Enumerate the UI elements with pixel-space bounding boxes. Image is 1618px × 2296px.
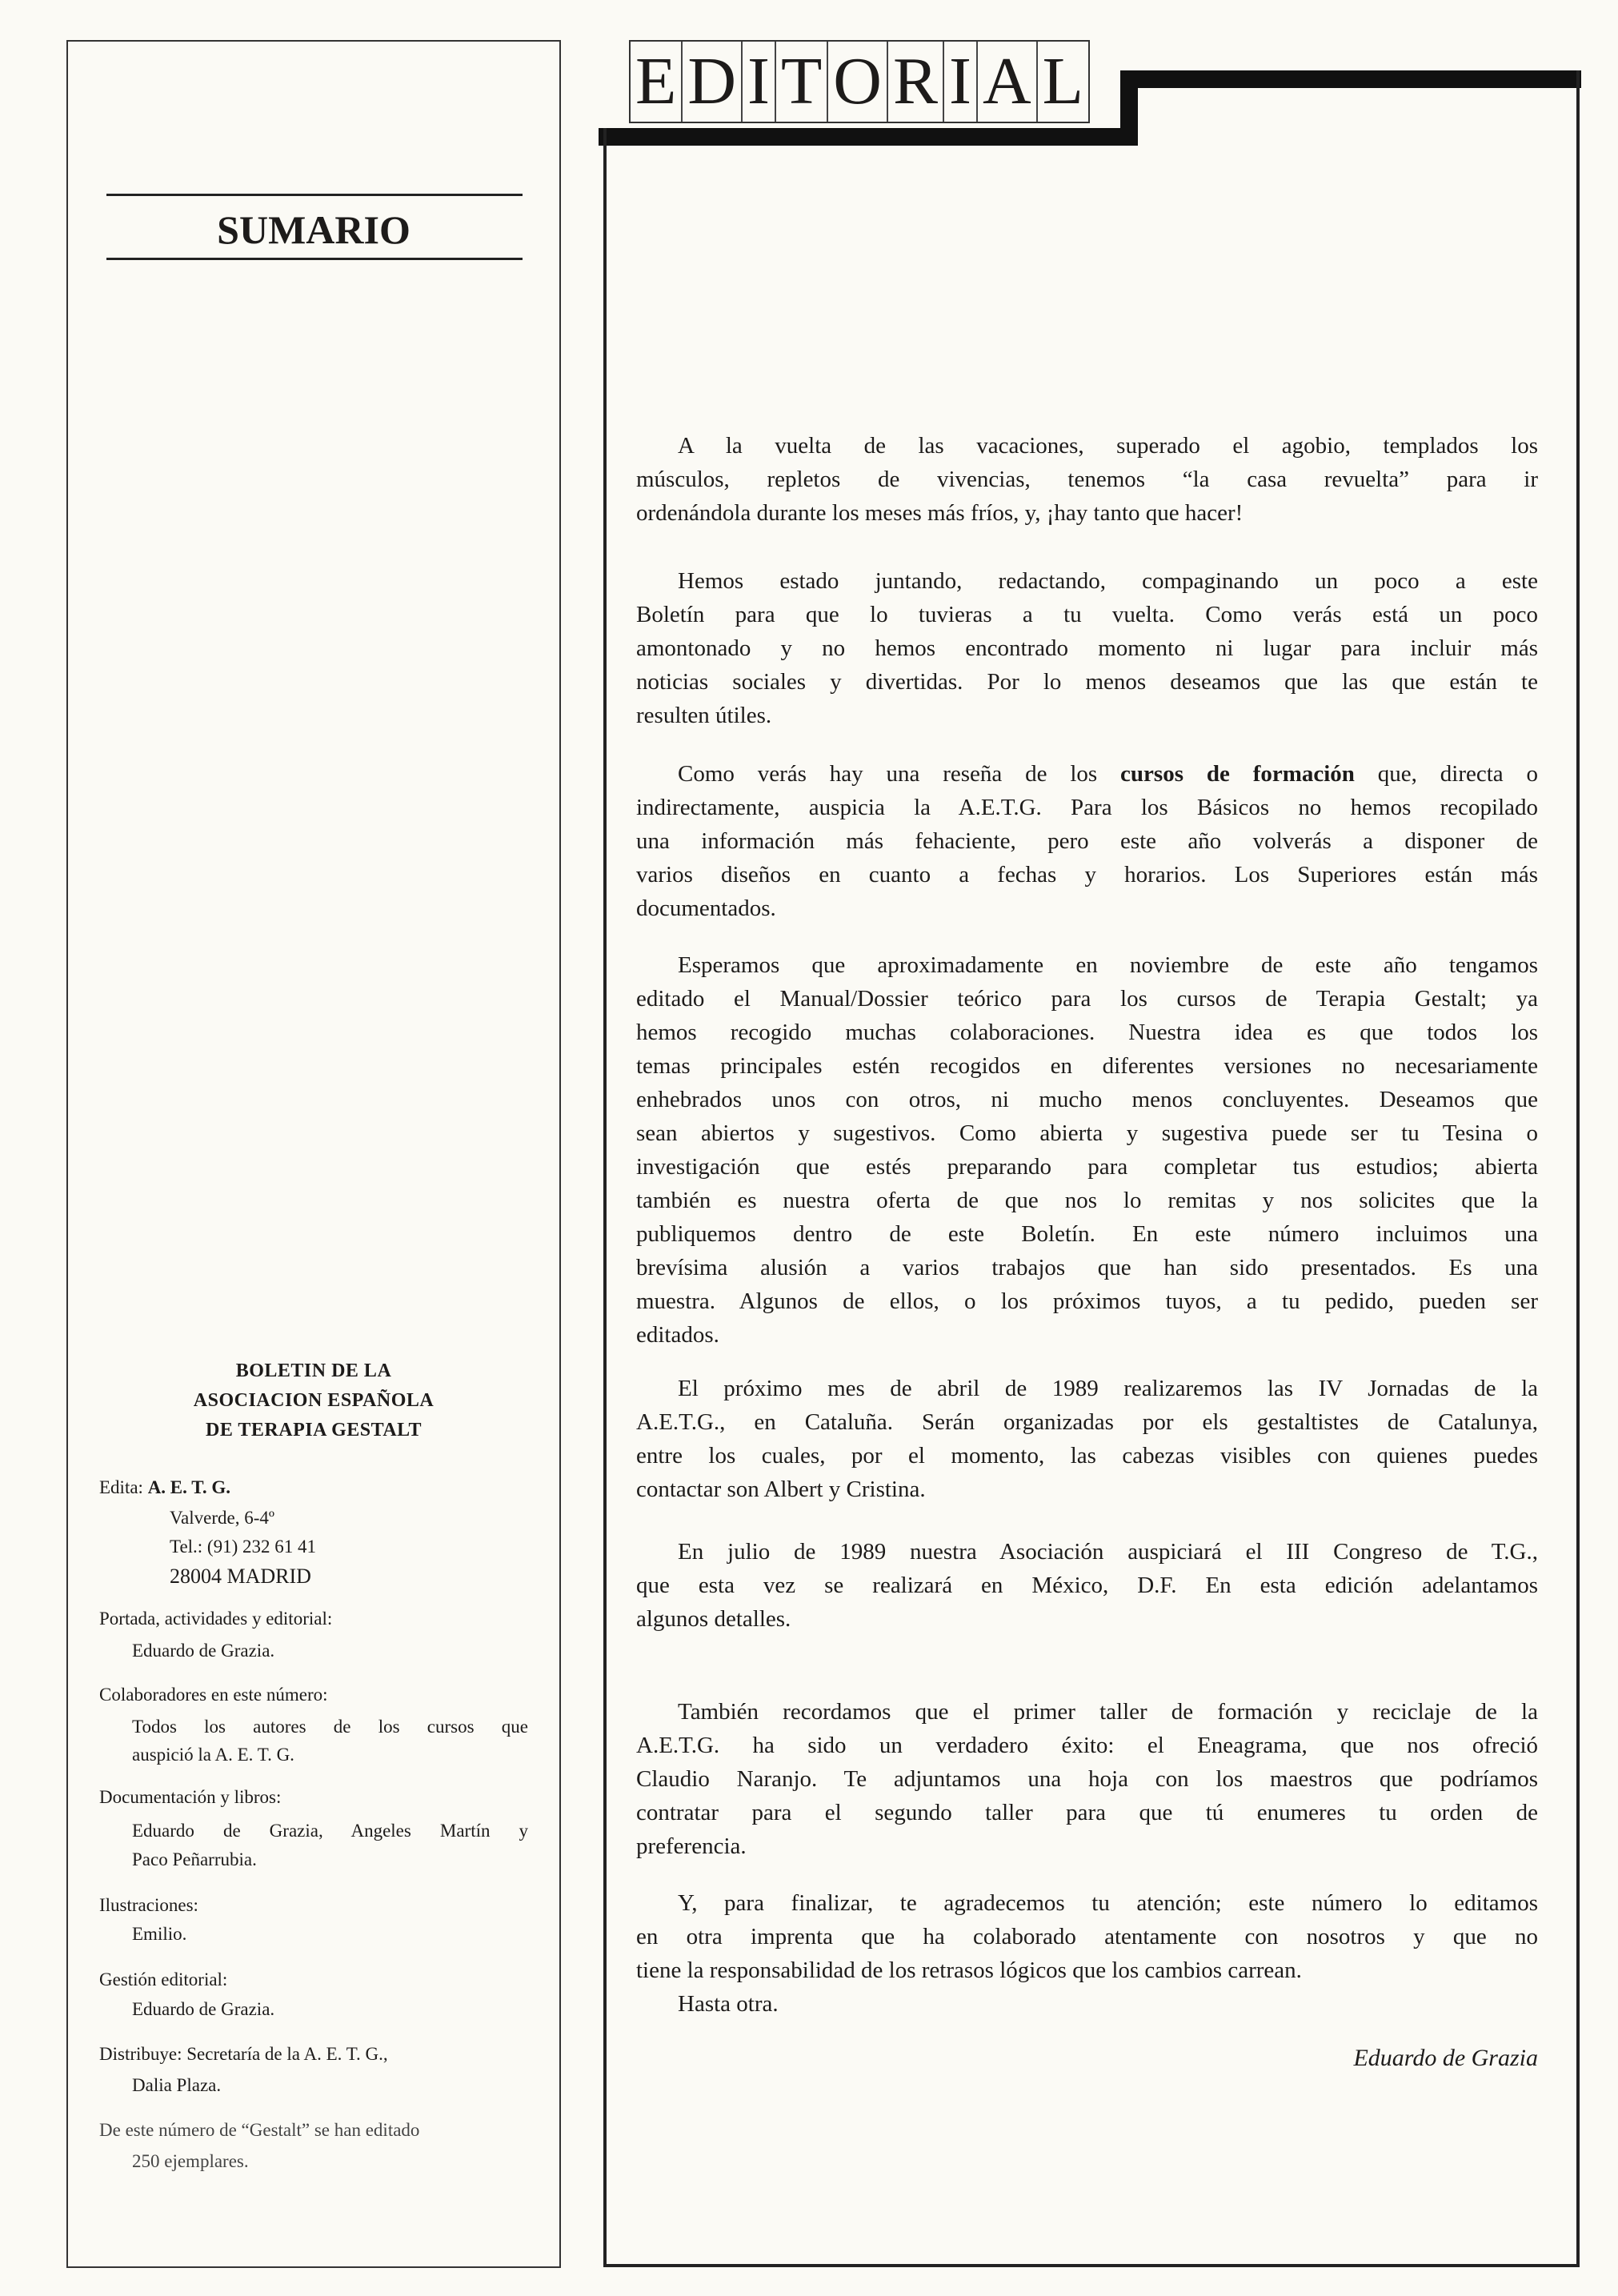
paragraph-line: Claudio Naranjo. Te adjuntamos una hoja con los maestros que podríamos: [636, 1766, 1538, 1792]
paragraph-line: ordenándola durante los meses más fríos, y, ¡hay tanto que hacer!: [636, 500, 1244, 526]
credit-value: auspició la A. E. T. G.: [132, 1745, 294, 1765]
bold-phrase: cursos de formación: [1120, 761, 1355, 787]
paragraph-line: hemos recogido muchas colaboraciones. Nuestra idea es que todos los: [636, 1020, 1538, 1045]
paragraph-line: Boletín para que lo tuvieras a tu vuelta. Como verás está un poco: [636, 602, 1538, 627]
paragraph-line: contactar son Albert y Cristina.: [636, 1477, 926, 1502]
text-run: que, directa o: [1354, 761, 1538, 787]
paragraph-line: sean abiertos y sugestivos. Como abierta y sugestiva puede ser tu Tesina o: [636, 1120, 1538, 1146]
paragraph-line: preferencia.: [636, 1833, 747, 1859]
frame-right-border: [1576, 70, 1580, 2267]
credit-value: Dalia Plaza.: [132, 2075, 222, 2095]
paragraph-line: investigación que estés preparando para completar tus estudios; abierta: [636, 1154, 1538, 1180]
title-letter: A: [978, 42, 1038, 122]
address-line: Valverde, 6-4º: [170, 1508, 275, 1528]
editorial-paragraph: [636, 757, 1538, 925]
paragraph-line: Esperamos que aproximadamente en noviembre de este año tengamos: [678, 952, 1538, 978]
top-frame-bar: [1120, 70, 1581, 88]
paragraph-line: que esta vez se realizará en México, D.F. En esta edición adelantamos: [636, 1573, 1538, 1598]
paragraph-line: noticias sociales y divertidas. Por lo menos deseamos que las que están te: [636, 669, 1538, 695]
paragraph-line: amontonado y no hemos encontrado momento ni lugar para incluir más: [636, 635, 1538, 661]
editorial-paragraph: [636, 429, 1538, 530]
editorial-paragraph: [636, 564, 1538, 732]
editorial-paragraph: [636, 1535, 1538, 1636]
paragraph-line: A la vuelta de las vacaciones, superado el agobio, templados los: [678, 433, 1538, 459]
paragraph-line: El próximo mes de abril de 1989 realizaremos las IV Jornadas de la: [678, 1376, 1538, 1401]
paragraph-line: tiene la responsabilidad de los retrasos lógicos que los cambios carrean.: [636, 1957, 1302, 1983]
paragraph-line: A.E.T.G., en Cataluña. Serán organizadas por els gestaltistes de Catalunya,: [636, 1409, 1538, 1435]
edita-credit: [99, 1477, 230, 1498]
editorial-paragraph: [636, 1695, 1538, 1863]
paragraph-line: Hemos estado juntando, redactando, compaginando un poco a este: [678, 568, 1538, 594]
paragraph-line: Hasta otra.: [678, 1991, 779, 2017]
editorial-paragraph: [636, 1886, 1538, 2021]
paragraph-line: una información más fehaciente, pero este año volverás a disponer de: [636, 828, 1538, 854]
paragraph-line: brevísima alusión a varios trabajos que han sido presentados. Es una: [636, 1255, 1538, 1280]
credit-value: Eduardo de Grazia, Angeles Martín y: [132, 1821, 528, 1841]
edita-label: Edita:: [99, 1477, 143, 1497]
credit-value: Eduardo de Grazia.: [132, 1999, 275, 2019]
sumario-top-rule: [106, 194, 523, 196]
paragraph-line: Y, para finalizar, te agradecemos tu atención; este número lo editamos: [678, 1890, 1538, 1916]
paragraph-line: varios diseños en cuanto a fechas y horarios. Los Superiores están más: [636, 862, 1538, 888]
credit-value: Emilio.: [132, 1924, 187, 1944]
paragraph-line: algunos detalles.: [636, 1606, 791, 1632]
address-line: Tel.: (91) 232 61 41: [170, 1537, 317, 1557]
signature: Eduardo de Grazia: [1353, 2045, 1538, 2071]
paragraph-line: indirectamente, auspicia la A.E.T.G. Para los Básicos no hemos recopilado: [636, 795, 1538, 820]
editorial-title: [629, 40, 1090, 123]
title-letter: O: [828, 42, 888, 122]
paragraph-line: editados.: [636, 1322, 719, 1348]
paragraph-line: también es nuestra oferta de que nos lo remitas y nos solicites que la: [636, 1188, 1538, 1213]
credit-label: Documentación y libros:: [99, 1787, 282, 1807]
title-letter: R: [888, 42, 944, 122]
paragraph-line: editado el Manual/Dossier teórico para los cursos de Terapia Gestalt; ya: [636, 986, 1538, 1012]
title-letter: T: [776, 42, 828, 122]
credit-value: Eduardo de Grazia.: [132, 1641, 275, 1661]
title-letter: L: [1042, 44, 1083, 118]
credit-value: Todos los autores de los cursos que: [132, 1717, 528, 1737]
title-letter: I: [743, 42, 776, 122]
paragraph-line: contratar para el segundo taller para que tú enumeres tu orden de: [636, 1800, 1538, 1825]
title-letter: D: [683, 42, 743, 122]
text-run: Como verás hay una reseña de los: [678, 761, 1121, 787]
publication-name-line: ASOCIACION ESPAÑOLA: [193, 1390, 435, 1411]
credit-label: Portada, actividades y editorial:: [99, 1609, 333, 1629]
credit-label: Distribuye: Secretaría de la A. E. T. G.,: [99, 2044, 388, 2064]
credit-value: Paco Peñarrubia.: [132, 1849, 257, 1869]
publication-name-line: BOLETIN DE LA: [235, 1360, 392, 1381]
paragraph-line: en otra imprenta que ha colaborado atentamente con nosotros y que no: [636, 1924, 1538, 1949]
print-run-count: 250 ejemplares.: [132, 2151, 249, 2171]
paragraph-line: También recordamos que el primer taller de formación y reciclaje de la: [678, 1699, 1538, 1725]
frame-left-border: [603, 128, 607, 2267]
edita-value: A. E. T. G.: [147, 1477, 230, 1497]
paragraph-line: entre los cuales, por el momento, las cabezas visibles con quienes puedes: [636, 1443, 1538, 1469]
paragraph-line: [636, 757, 1538, 791]
editorial-paragraph: [636, 948, 1538, 1352]
paragraph-line: muestra. Algunos de ellos, o los próximos tuyos, a tu pedido, pueden ser: [636, 1288, 1538, 1314]
title-letter: E: [631, 42, 683, 122]
credit-label: Gestión editorial:: [99, 1969, 228, 1989]
title-letter: I: [944, 42, 978, 122]
paragraph-line: temas principales estén recogidos en diferentes versiones no necesariamente: [636, 1053, 1538, 1079]
credit-label: Ilustraciones:: [99, 1895, 198, 1915]
paragraph-line: resulten útiles.: [636, 703, 772, 728]
title-underbar: [599, 128, 1127, 146]
paragraph-line: En julio de 1989 nuestra Asociación auspiciará el III Congreso de T.G.,: [678, 1539, 1538, 1565]
credit-label: Colaboradores en este número:: [99, 1685, 328, 1705]
frame-bottom-border: [603, 2264, 1580, 2267]
sumario-bottom-rule: [106, 258, 523, 260]
paragraph-line: enhebrados unos con otros, ni mucho menos concluyentes. Deseamos que: [636, 1087, 1538, 1112]
editorial-paragraph: [636, 1372, 1538, 1506]
publication-name-line: DE TERAPIA GESTALT: [206, 1420, 422, 1441]
paragraph-line: A.E.T.G. ha sido un verdadero éxito: el Eneagrama, que nos ofreció: [636, 1733, 1538, 1758]
address-line: 28004 MADRID: [170, 1565, 311, 1588]
print-run-note: De este número de “Gestalt” se han editado: [99, 2120, 420, 2140]
paragraph-line: músculos, repletos de vivencias, tenemos “la casa revuelta” para ir: [636, 467, 1538, 492]
paragraph-line: documentados.: [636, 896, 776, 921]
paragraph-line: publiquemos dentro de este Boletín. En este número incluimos una: [636, 1221, 1538, 1247]
sumario-title: SUMARIO: [217, 207, 411, 252]
